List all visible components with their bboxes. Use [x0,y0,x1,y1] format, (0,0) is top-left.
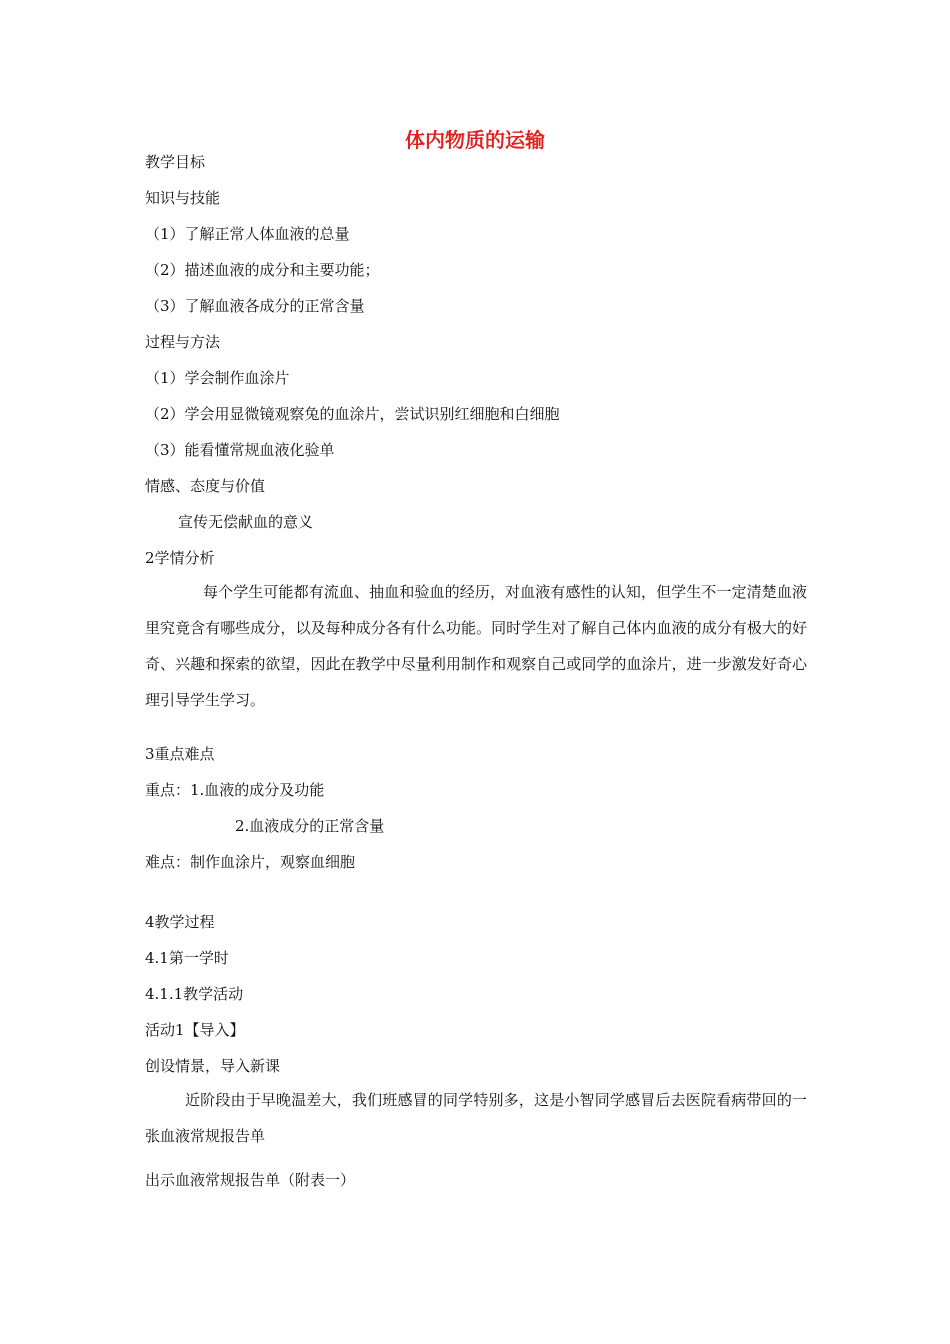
heading-knowledge-skills: 知识与技能 [145,189,221,207]
goal-item: （3）能看懂常规血液化验单 [145,441,335,459]
heading-activity-1: 活动1【导入】 [145,1021,245,1039]
document-title: 体内物质的运输 [405,128,545,152]
key-point-item: 重点：1.血液的成分及功能 [145,781,325,799]
goal-item: （2）描述血液的成分和主要功能； [145,261,380,279]
activity-line: 出示血液常规报告单（附表一） [145,1171,356,1189]
activity-subheading: 创设情景，导入新课 [145,1057,281,1075]
difficulty-item: 难点：制作血涂片，观察血细胞 [145,853,356,871]
goal-item: （3）了解血液各成分的正常含量 [145,297,365,315]
goal-item: （1）了解正常人体血液的总量 [145,225,350,243]
analysis-paragraph: 每个学生可能都有流血、抽血和验血的经历，对血液有感性的认知，但学生不一定清楚血液里究竟含有哪些成分，以及每种成分各有什么功能。同时学生对了解自己体内血液的成分有极大的好奇、兴趣和探索的欲望，因此在教学中尽量利用制作和观察自己或同学的血涂片，进一步激发好奇心理引导学生学习。 [145,583,807,709]
goal-item: （2）学会用显微镜观察兔的血涂片，尝试识别红细胞和白细胞 [145,405,560,423]
intro-paragraph: 近阶段由于早晚温差大，我们班感冒的同学特别多，这是小智同学感冒后去医院看病带回的一张血液常规报告单 [145,1091,807,1145]
heading-teaching-process: 4教学过程 [145,913,215,931]
key-point-item: 2.血液成分的正常含量 [235,817,385,835]
goal-item: （1）学会制作血涂片 [145,369,290,387]
goal-item: 宣传无偿献血的意义 [178,513,314,531]
heading-key-points: 3重点难点 [145,745,215,763]
heading-student-analysis: 2学情分析 [145,549,215,567]
heading-teaching-activity: 4.1.1教学活动 [145,985,244,1003]
heading-process-methods: 过程与方法 [145,333,221,351]
heading-teaching-goals: 教学目标 [145,153,206,171]
heading-emotion-values: 情感、态度与价值 [145,477,266,495]
heading-first-lesson: 4.1第一学时 [145,949,229,967]
